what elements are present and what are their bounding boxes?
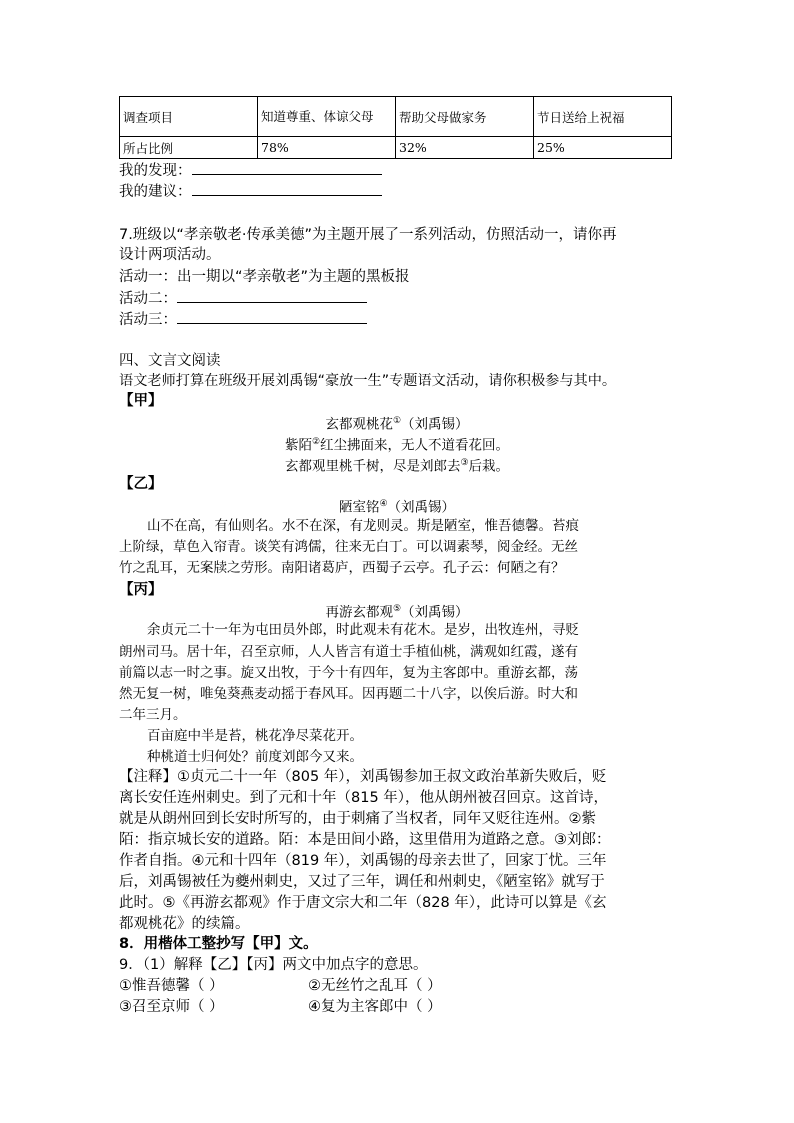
- section-intro: 语文老师打算在班级开展刘禹锡“豪放一生”专题语文活动，请你积极参与其中。: [119, 373, 617, 389]
- poem-title: 玄都观桃花: [325, 416, 393, 433]
- q9-item: ②无丝竹之乱耳（ ）: [308, 978, 442, 994]
- section-heading: 四、文言文阅读: [119, 353, 221, 369]
- notes-line: 都观桃花》的续篇。: [119, 916, 250, 932]
- poem-text: 紫陌: [284, 437, 312, 454]
- bing-text-line: 二年三月。: [119, 707, 187, 723]
- discovery-label: 我的发现：: [119, 163, 192, 179]
- activity-two-label: 活动二：: [119, 291, 177, 307]
- essay-author: （刘禹锡）: [387, 499, 456, 516]
- yi-text-line: 山不在高，有仙则名。水不在深，有龙则灵。斯是陋室，惟吾德馨。苔痕: [147, 518, 579, 534]
- note-marker: ②: [311, 437, 321, 447]
- poem-text: 玄都观里桃千树，尽是刘郎去: [284, 458, 461, 475]
- suggestion-label: 我的建议：: [119, 184, 192, 200]
- notes-line: 此时。⑤《再游玄都观》作于唐文宗大和二年（828 年），此诗可以算是《玄: [119, 895, 607, 911]
- poem-text: 红尘拂面来，无人不道看花回。: [320, 437, 510, 454]
- answer-blank[interactable]: [192, 181, 382, 196]
- note-marker: ①: [392, 416, 402, 426]
- survey-table: [119, 96, 672, 159]
- bing-text-line: 前篇以志一时之事。旋又出牧，于今十有四年，复为主客郎中。重游玄都，荡: [119, 665, 578, 681]
- bing-poem-line: 百亩庭中半是苔，桃花净尽菜花开。: [147, 728, 363, 744]
- q7-line: 7.班级以“孝亲敬老·传承美德”为主题开展了一系列活动，仿照活动一，请你再: [119, 227, 617, 243]
- yi-text-line: 上阶绿，草色入帘青。谈笑有鸿儒，往来无白丁。可以调素琴，阅金经。无丝: [119, 539, 578, 555]
- jia-line: [0, 453, 794, 477]
- bing-poem-line: 种桃道士归何处？前度刘郎今又来。: [147, 749, 363, 765]
- essay-title: 再游玄都观: [325, 604, 393, 621]
- q8: 8．用楷体工整抄写【甲】文。: [119, 936, 318, 952]
- q9-item: ③召至京师（ ）: [119, 999, 224, 1015]
- table-cell: 所占比例: [120, 137, 258, 159]
- answer-blank[interactable]: [177, 288, 367, 303]
- table-cell: 帮助父母做家务: [396, 97, 534, 137]
- activity-three-label: 活动三：: [119, 312, 177, 328]
- answer-blank[interactable]: [177, 309, 367, 324]
- jia-line: [0, 432, 794, 456]
- bing-text-line: 然无复一树，唯兔葵燕麦动摇于春风耳。因再题二十八字，以俟后游。时大和: [119, 686, 578, 702]
- note-marker: ⑤: [392, 604, 402, 614]
- bing-title-line: [0, 599, 794, 623]
- bing-tag: 【丙】: [119, 582, 163, 598]
- table-cell: 78%: [258, 137, 396, 159]
- yi-text-line: 竹之乱耳，无案牍之劳形。南阳诸葛庐，西蜀子云亭。孔子云：何陋之有？: [119, 560, 565, 576]
- poem-text: 后栽。: [468, 458, 510, 475]
- notes-line: 后，刘禹锡被任为夔州刺史，又过了三年，调任和州刺史，《陋室铭》就写于: [119, 874, 605, 890]
- table-cell: 知道尊重、体谅父母: [258, 97, 396, 137]
- answer-blank[interactable]: [192, 160, 382, 175]
- notes-line: 陌：指京城长安的道路。陌：本是田间小路，这里借用为道路之意。③刘郎：: [119, 832, 611, 848]
- notes-line: 作者自指。④元和十四年（819 年），刘禹锡的母亲去世了，回家丁忧。三年: [119, 853, 607, 869]
- suggestion-line: [119, 181, 382, 202]
- bing-text-line: 余贞元二十一年为屯田员外郎，时此观未有花木。是岁，出牧连州，寻贬: [147, 622, 579, 638]
- activity-two-line: [119, 288, 367, 309]
- note-marker: ③: [460, 458, 469, 468]
- essay-author: （刘禹锡）: [401, 604, 469, 621]
- notes-line: 【注释】①贞元二十一年（805 年），刘禹锡参加王叔文政治革新失败后，贬: [119, 769, 607, 785]
- q9-item: ④复为主客郎中（ ）: [308, 999, 442, 1015]
- jia-tag: 【甲】: [119, 393, 163, 409]
- notes-line: 就是从朗州回到长安时所写的，由于刺痛了当权者，同年又贬往连州。②紫: [119, 811, 596, 827]
- activity-one: 活动一：出一期以“孝亲敬老”为主题的黑板报: [119, 269, 410, 285]
- table-cell: 节日送给上祝福: [534, 97, 672, 137]
- q7-line: 设计两项活动。: [119, 247, 221, 263]
- note-marker: ④: [379, 499, 388, 509]
- table-row: [120, 97, 672, 137]
- table-cell: 32%: [396, 137, 534, 159]
- table-cell: 调查项目: [120, 97, 258, 137]
- discovery-line: [119, 160, 382, 181]
- jia-title-line: [0, 411, 794, 435]
- essay-title: 陋室铭: [338, 499, 380, 516]
- yi-title-line: [0, 494, 794, 518]
- table-cell: 25%: [534, 137, 672, 159]
- notes-line: 离长安任连州刺史。到了元和十年（815 年），他从朗州被召回京。这首诗，: [119, 790, 609, 806]
- table-row: [120, 137, 672, 159]
- yi-tag: 【乙】: [119, 476, 163, 492]
- activity-three-line: [119, 309, 367, 330]
- poem-author: （刘禹锡）: [401, 416, 469, 433]
- bing-text-line: 朗州司马。居十年，召至京师，人人皆言有道士手植仙桃，满观如红霞，遂有: [119, 644, 578, 660]
- q9-item: ①惟吾德馨（ ）: [119, 978, 224, 994]
- q9-stem: 9．（1）解释【乙】【丙】两文中加点字的意思。: [119, 957, 428, 973]
